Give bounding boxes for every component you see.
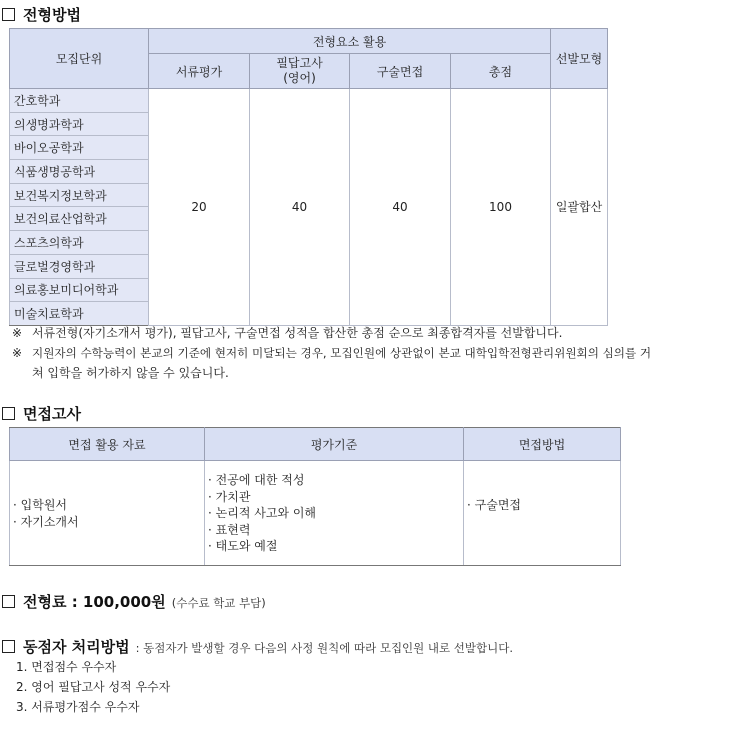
checkbox-square-icon bbox=[2, 407, 15, 420]
method-item: · 구술면접 bbox=[467, 497, 620, 514]
header-doc: 서류평가 bbox=[149, 54, 250, 89]
header-interview-method: 면접방법 bbox=[464, 428, 621, 461]
method-table bbox=[9, 28, 608, 326]
material-item: · 자기소개서 bbox=[13, 514, 204, 531]
header-written: 필답고사 (영어) bbox=[250, 54, 350, 89]
note-1: ※ 서류전형(자기소개서 평가), 필답고사, 구술면접 성적을 합산한 총점 순으로 최종합격자를 선발합니다. bbox=[12, 326, 563, 340]
checkbox-square-icon bbox=[2, 640, 15, 653]
checkbox-square-icon bbox=[2, 595, 15, 608]
section-title-tie: 동점자 처리방법 : 동점자가 발생할 경우 다음의 사정 원칙에 따라 모집인원 내로 선발합니다. bbox=[2, 636, 513, 657]
criteria-item: · 가치관 bbox=[208, 489, 463, 506]
material-item: · 입학원서 bbox=[13, 497, 204, 514]
header-model: 선발모형 bbox=[551, 29, 608, 89]
interview-table bbox=[9, 427, 621, 566]
header-group: 전형요소 활용 bbox=[149, 29, 551, 54]
tie-rule-item: 3. 서류평가점수 우수자 bbox=[16, 700, 140, 714]
header-material: 면접 활용 자료 bbox=[10, 428, 205, 461]
criteria-item: · 전공에 대한 적성 bbox=[208, 472, 463, 489]
selection-model: 일괄합산 bbox=[551, 89, 608, 326]
total-score: 100 bbox=[451, 89, 551, 326]
tie-rule-item: 2. 영어 필답고사 성적 우수자 bbox=[16, 680, 171, 694]
section-title-interview: 면접고사 bbox=[2, 403, 81, 424]
department-cell: 보건의료산업학과 bbox=[10, 207, 149, 231]
department-cell: 의생명과학과 bbox=[10, 112, 149, 136]
method-cell bbox=[464, 461, 621, 566]
department-cell: 미술치료학과 bbox=[10, 302, 149, 326]
tie-rule-item: 1. 면접점수 우수자 bbox=[16, 660, 117, 674]
section-title-fee: 전형료 : 100,000원 (수수료 학교 부담) bbox=[2, 591, 266, 612]
header-total: 총점 bbox=[451, 54, 551, 89]
department-cell: 글로벌경영학과 bbox=[10, 254, 149, 278]
oral-score: 40 bbox=[350, 89, 451, 326]
department-cell: 간호학과 bbox=[10, 89, 149, 113]
material-cell bbox=[10, 461, 205, 566]
header-oral: 구술면접 bbox=[350, 54, 451, 89]
department-cell: 바이오공학과 bbox=[10, 136, 149, 160]
department-cell: 식품생명공학과 bbox=[10, 160, 149, 184]
doc-score: 20 bbox=[149, 89, 250, 326]
criteria-item: · 표현력 bbox=[208, 522, 463, 539]
header-criteria: 평가기준 bbox=[205, 428, 464, 461]
criteria-item: · 태도와 예절 bbox=[208, 538, 463, 555]
checkbox-square-icon bbox=[2, 8, 15, 21]
written-score: 40 bbox=[250, 89, 350, 326]
criteria-item: · 논리적 사고와 이해 bbox=[208, 505, 463, 522]
department-cell: 스포츠의학과 bbox=[10, 231, 149, 255]
criteria-cell bbox=[205, 461, 464, 566]
section-title-method: 전형방법 bbox=[2, 4, 81, 25]
note-2: ※ 지원자의 수학능력이 본교의 기준에 현저히 미달되는 경우, 모집인원에 상관없이 본교 대학입학전형관리위원회의 심의를 거 쳐 입학을 허가하지 않을 수 있습니다. bbox=[12, 346, 652, 380]
header-unit: 모집단위 bbox=[10, 29, 149, 89]
tie-rule-list bbox=[16, 657, 170, 717]
department-cell: 의료홍보미디어학과 bbox=[10, 278, 149, 302]
department-cell: 보건복지정보학과 bbox=[10, 183, 149, 207]
